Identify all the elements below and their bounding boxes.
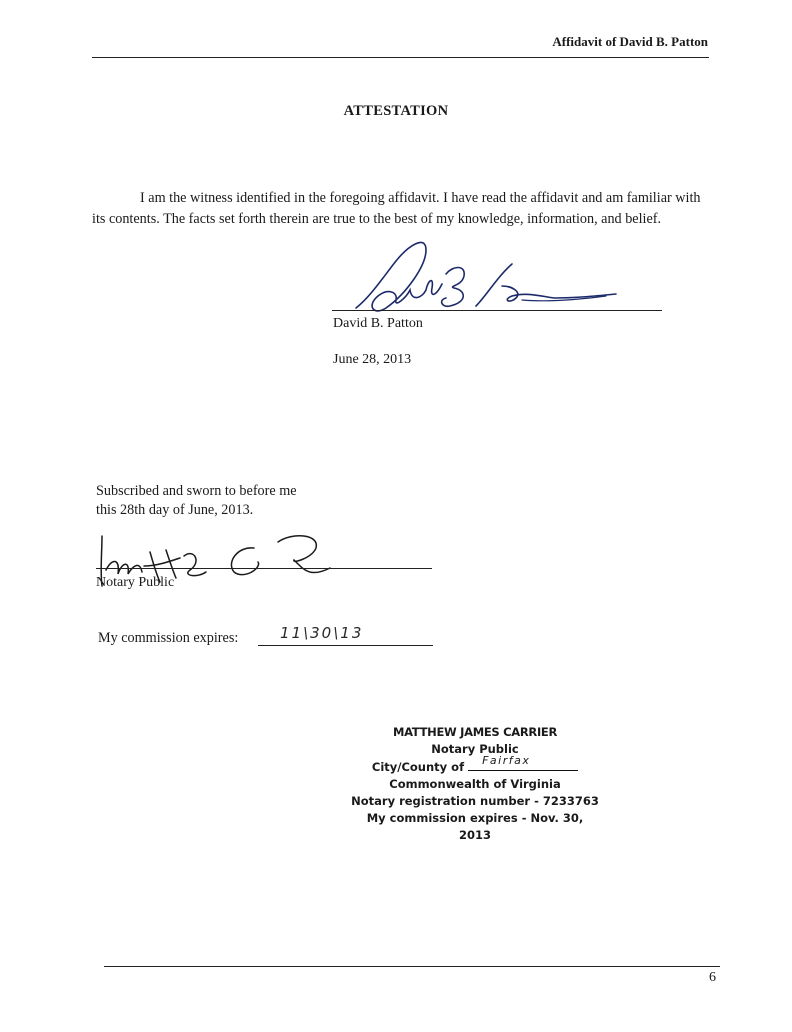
notary-stamp [350,724,600,844]
stamp-county-row [350,754,600,776]
commission-line [258,645,433,646]
signature-date: June 28, 2013 [333,352,412,367]
stamp-expiration: My commission expires - Nov. 30, 2013 [366,811,584,842]
signer-name: David B. Patton [333,316,423,331]
stamp-commonwealth: Commonwealth of Virginia [389,777,561,791]
attestation-body [92,188,702,230]
commission-handwritten-date: 11\30\13 [280,624,364,642]
notary-label: Notary Public [96,575,175,590]
signature-scribble-icon [326,236,671,316]
stamp-registration: Notary registration number - 7233763 [351,794,599,808]
signature-line [332,310,662,311]
jurat-line-1: Subscribed and sworn to before me [96,483,297,499]
stamp-county-label: City/County of [371,760,465,774]
header-rule [92,57,709,58]
stamp-county-handwritten: Fairfax [482,754,531,767]
stamp-name: MATTHEW JAMES CARRIER [392,725,558,739]
commission-label: My commission expires: [98,630,239,646]
page-number: 6 [709,970,716,985]
stamp-title: Notary Public [431,742,519,756]
jurat-text [96,482,297,520]
running-header: Affidavit of David B. Patton [552,34,708,49]
attestation-paragraph: I am the witness identified in the foregoing affidavit. I have read the affidavit and am familiar with its contents. The facts set forth therein are true to the best of my knowledge, information, and belief. [92,190,701,227]
stamp-county-line [468,754,578,771]
footer-rule [104,966,720,967]
signer-signature [326,236,671,316]
jurat-line-2: this 28th day of June, 2013. [96,502,254,518]
notary-signature-line [96,568,432,569]
page-title: ATTESTATION [343,103,449,119]
